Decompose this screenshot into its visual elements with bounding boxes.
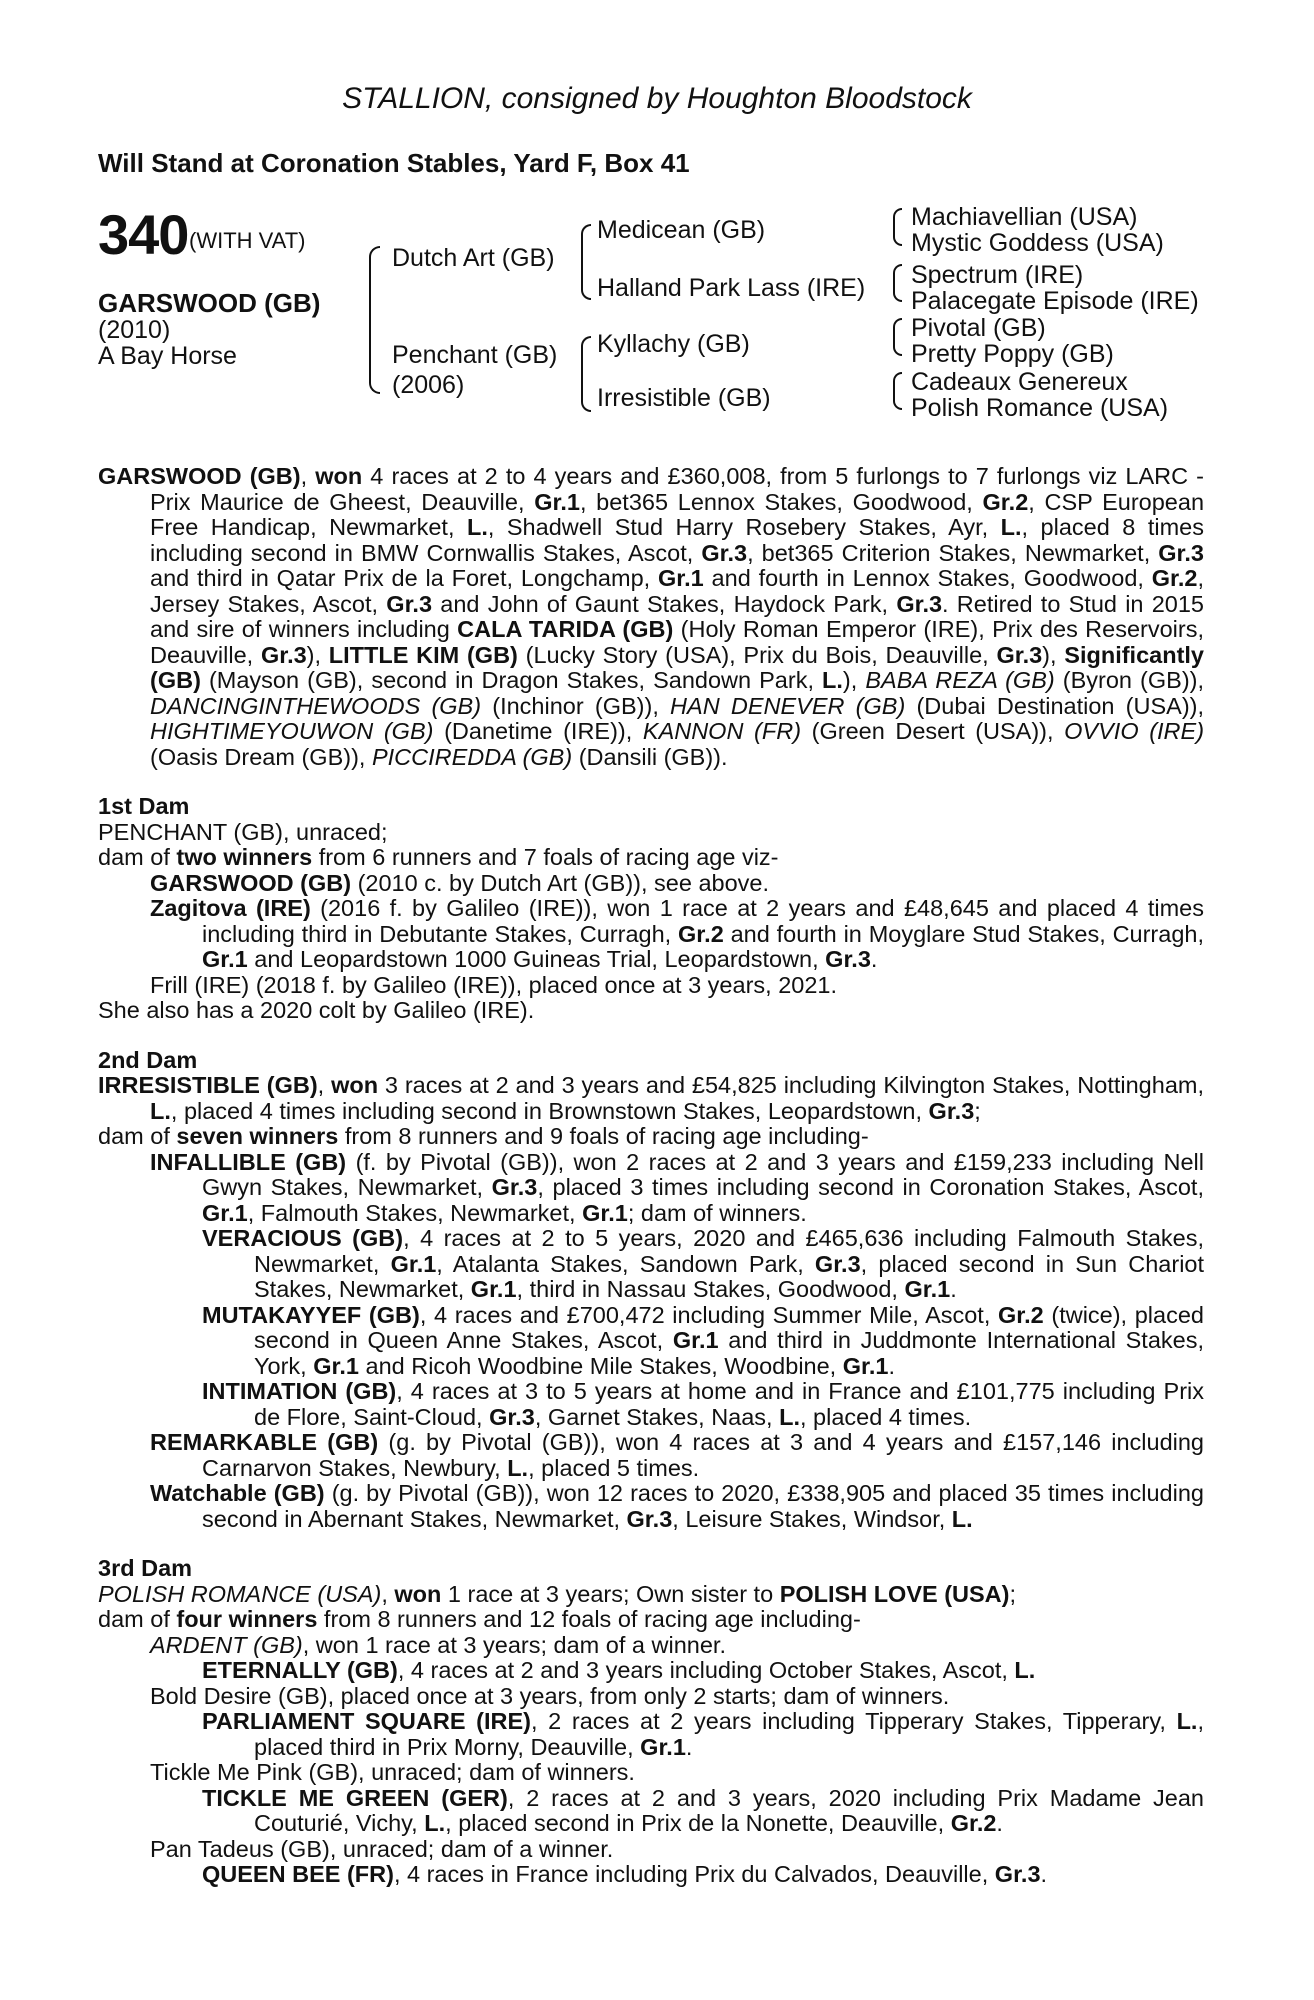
dam3-foal-bold-desire: Bold Desire (GB), placed once at 3 years, from only 2 starts; dam of winners. bbox=[150, 1682, 950, 1709]
dam2-foal-watchable: Watchable (GB) (g. by Pivotal (GB)), won 12 races to 2020, £338,905 and placed 35 times including second in Abernant Stakes, Newmarket, Gr.3, Leisure Stakes, Windsor, L. bbox=[150, 1480, 1204, 1532]
dam1-foal-frill: Frill (IRE) (2018 f. by Galileo (IRE)), placed once at 3 years, 2021. bbox=[150, 971, 838, 998]
section-heading-1st-dam: 1st Dam bbox=[98, 793, 190, 819]
pedigree-brace-dam bbox=[581, 336, 591, 412]
pedigree-brace-g4 bbox=[893, 372, 902, 410]
dam2-record: IRRESISTIBLE (GB), won 3 races at 2 and 3 years and £54,825 including Kilvington Stakes, Nottingham, L., placed 4 times including second in Brownstown Stakes, Leopardstown, Gr.3; bbox=[98, 1072, 1204, 1124]
dam2-produce: dam of seven winners from 8 runners and 9 foals of racing age including- bbox=[98, 1123, 869, 1149]
lot-number: 340 bbox=[98, 203, 189, 266]
pedigree-g3-8: Polish Romance (USA) bbox=[911, 394, 1169, 422]
vat-note: (WITH VAT) bbox=[189, 228, 306, 253]
dam3-produce: dam of four winners from 8 runners and 12 foals of racing age including- bbox=[98, 1606, 861, 1632]
pedigree-brace-g3 bbox=[893, 318, 902, 356]
pedigree-brace-g1 bbox=[893, 208, 902, 246]
dam3-gfoal-parliament-square: PARLIAMENT SQUARE (IRE), 2 races at 2 years including Tipperary Stakes, Tipperary, L., placed third in Prix Morny, Deauville, Gr.1. bbox=[202, 1708, 1204, 1760]
pedigree-g3-3: Spectrum (IRE) bbox=[911, 261, 1084, 289]
dam1-line: PENCHANT (GB), unraced; bbox=[98, 818, 388, 845]
dam3-foal-pan-tadeus: Pan Tadeus (GB), unraced; dam of a winner. bbox=[150, 1835, 614, 1862]
catalogue-body bbox=[98, 464, 1204, 1888]
pedigree-sire-dam: Halland Park Lass (IRE) bbox=[597, 274, 866, 302]
pedigree-g3-1: Machiavellian (USA) bbox=[911, 203, 1138, 231]
stand-location: Will Stand at Coronation Stables, Yard F, Box 41 bbox=[98, 148, 690, 178]
horse-description: A Bay Horse bbox=[98, 342, 237, 370]
dam2-foal-remarkable: REMARKABLE (GB) (g. by Pivotal (GB)), won 4 races at 3 and 4 years and £157,146 including Carnarvon Stakes, Newbury, L., placed 5 times. bbox=[150, 1429, 1204, 1481]
pedigree-dam-sire: Kyllachy (GB) bbox=[597, 330, 750, 358]
dam3-foal-ardent: ARDENT (GB), won 1 race at 3 years; dam of a winner. bbox=[150, 1631, 726, 1658]
pedigree-dam-dam: Irresistible (GB) bbox=[597, 384, 771, 412]
pedigree-dam-year: (2006) bbox=[392, 371, 465, 399]
dam2-gfoal-mutakayyef: MUTAKAYYEF (GB), 4 races and £700,472 including Summer Mile, Ascot, Gr.2 (twice), placed second in Queen Anne Stakes, Ascot, Gr.1 and third in Juddmonte International Stakes, York, Gr.1 and Ricoh Woodbine Mile Stakes, Woodbine, Gr.1. bbox=[202, 1301, 1204, 1379]
dam3-gfoal-eternally: ETERNALLY (GB), 4 races at 2 and 3 years including October Stakes, Ascot, L. bbox=[202, 1657, 1036, 1683]
pedigree-g3-7: Cadeaux Genereux bbox=[911, 368, 1128, 396]
dam2-gfoal-veracious: VERACIOUS (GB), 4 races at 2 to 5 years, 2020 and £465,636 including Falmouth Stakes, Newmarket, Gr.1, Atalanta Stakes, Sandown Park, Gr.3, placed second in Sun Chariot Stakes, Newmarket, Gr.1, third in Nassau Stakes, Goodwood, Gr.1. bbox=[202, 1225, 1205, 1302]
dam2-gfoal-intimation: INTIMATION (GB), 4 races at 3 to 5 years at home and in France and £101,775 including Prix de Flore, Saint-Cloud, Gr.3, Garnet Stakes, Naas, L., placed 4 times. bbox=[202, 1378, 1204, 1430]
dam1-foal-garswood: GARSWOOD (GB) (2010 c. by Dutch Art (GB)), see above. bbox=[150, 869, 770, 896]
horse-name: GARSWOOD (GB) bbox=[98, 288, 321, 318]
dam1-foal-zagitova: Zagitova (IRE) (2016 f. by Galileo (IRE)), won 1 race at 2 years and £48,645 and placed 4 times including third in Debutante Stakes, Curragh, Gr.2 and fourth in Moyglare Stud Stakes, Curragh, Gr.1 and Leopardstown 1000 Guineas Trial, Leopardstown, Gr.3. bbox=[150, 895, 1204, 972]
pedigree-brace-main bbox=[369, 246, 380, 394]
dam1-produce: dam of two winners from 6 runners and 7 foals of racing age viz- bbox=[98, 844, 779, 870]
pedigree-dam: Penchant (GB) bbox=[392, 341, 558, 369]
dam3-gfoal-queen-bee: QUEEN BEE (FR), 4 races in France including Prix du Calvados, Deauville, Gr.3. bbox=[202, 1861, 1048, 1887]
section-heading-3rd-dam: 3rd Dam bbox=[98, 1555, 193, 1581]
dam2-foal-infallible: INFALLIBLE (GB) (f. by Pivotal (GB)), won 2 races at 2 and 3 years and £159,233 including Nell Gwyn Stakes, Newmarket, Gr.3, placed 3 times including second in Coronation Stakes, Ascot, Gr.1, Falmouth Stakes, Newmarket, Gr.1; dam of winners. bbox=[150, 1148, 1205, 1226]
dam3-foal-tickle-me-pink: Tickle Me Pink (GB), unraced; dam of winners. bbox=[150, 1759, 635, 1785]
pedigree-g3-2: Mystic Goddess (USA) bbox=[911, 229, 1164, 257]
pedigree-brace-g2 bbox=[893, 264, 902, 302]
dam3-record: POLISH ROMANCE (USA), won 1 race at 3 years; Own sister to POLISH LOVE (USA); bbox=[98, 1580, 1017, 1607]
pedigree-sire: Dutch Art (GB) bbox=[392, 244, 555, 272]
horse-year: (2010) bbox=[98, 316, 171, 344]
pedigree-brace-sire bbox=[581, 224, 591, 300]
section-heading-2nd-dam: 2nd Dam bbox=[98, 1046, 198, 1073]
pedigree-g3-6: Pretty Poppy (GB) bbox=[911, 340, 1114, 368]
stallion-record: GARSWOOD (GB), won 4 races at 2 to 4 years and £360,008, from 5 furlongs to 7 furlongs viz LARC - Prix Maurice de Gheest, Deauville, Gr.1, bet365 Lennox Stakes, Goodwood, Gr.2, CSP European Free Handicap, Newmarket, L., Shadwell Stud Harry Rosebery Stakes, Ayr, L., placed 8 times including second in BMW Cornwallis Stakes, Ascot, Gr.3, bet365 Criterion Stakes, Newmarket, Gr.3 and third in Qatar Prix de la Foret, Longchamp, Gr.1 and fourth in Lennox Stakes, Goodwood, Gr.2, Jersey Stakes, Ascot, Gr.3 and John of Gaunt Stakes, Haydock Park, Gr.3. Retired to Stud in 2015 and sire of winners including CALA TARIDA (GB) (Holy Roman Emperor (IRE), Prix des Reservoirs, Deauville, Gr.3), LITTLE KIM (GB) (Lucky Story (USA), Prix du Bois, Deauville, Gr.3), Significantly (GB) (Mayson (GB), second in Dragon Stakes, Sandown Park, L.), BABA REZA (GB) (Byron (GB)), DANCINGINTHEWOODS (GB) (Inchinor (GB)), HAN DENEVER (GB) (Dubai Destination (USA)), HIGHTIMEYOUWON (GB) (Danetime (IRE)), KANNON (FR) (Green Desert (USA)), OVVIO (IRE) (Oasis Dream (GB)), PICCIREDDA (GB) (Dansili (GB)). bbox=[98, 463, 1205, 770]
page-title: STALLION, consigned by Houghton Bloodstock bbox=[342, 82, 972, 115]
dam1-note: She also has a 2020 colt by Galileo (IRE). bbox=[98, 997, 535, 1023]
dam3-gfoal-tickle-me-green: TICKLE ME GREEN (GER), 2 races at 2 and 3 years, 2020 including Prix Madame Jean Couturié, Vichy, L., placed second in Prix de la Nonette, Deauville, Gr.2. bbox=[202, 1784, 1204, 1836]
pedigree-sire-sire: Medicean (GB) bbox=[597, 216, 766, 244]
pedigree-g3-5: Pivotal (GB) bbox=[911, 314, 1046, 342]
pedigree-g3-4: Palacegate Episode (IRE) bbox=[911, 287, 1199, 315]
